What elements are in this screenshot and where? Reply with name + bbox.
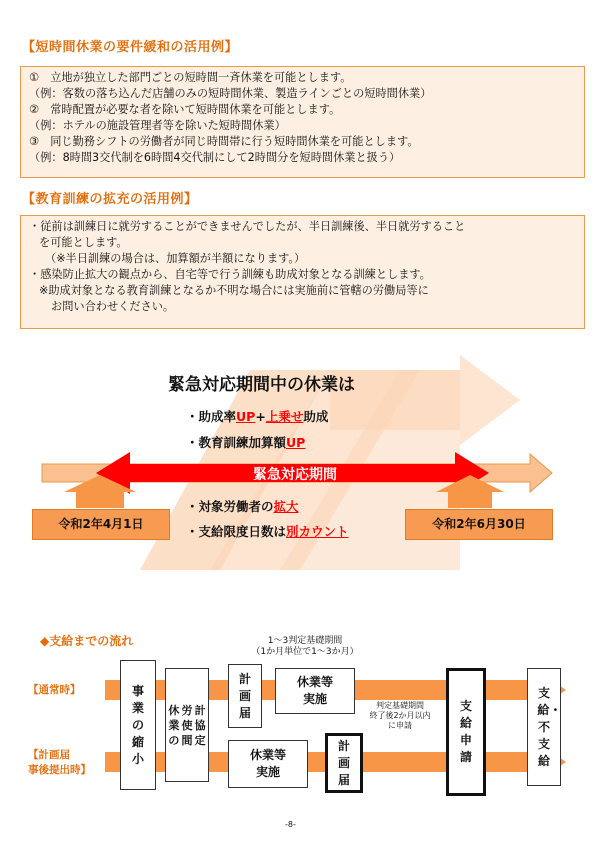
section2-line: お問い合わせください。 (51, 300, 175, 313)
start-date-box: 令和2年4月1日 (32, 509, 170, 540)
end-date-box: 令和2年6月30日 (405, 509, 553, 540)
bullet-subsidy-rate: ・助成率UP+上乗せ助成 (186, 409, 329, 424)
bullet-training-addition: ・教育訓練加算額UP (186, 435, 306, 450)
page-number: -8- (285, 820, 296, 829)
section2-title: 【教育訓練の拡充の活用例】 (22, 192, 198, 207)
section2-line: を可能とします。 (39, 236, 128, 249)
bullet-payment-limit: ・支給限度日数は別カウント (186, 524, 349, 539)
section1-box (20, 66, 585, 178)
period-note: 1～3判定基礎期間 （1か月単位で1～3か月） (251, 636, 359, 657)
box-plan-1: 計画届 (228, 664, 262, 728)
section2-line: （※半日訓練の場合は、加算額が半額になります。） (45, 252, 306, 265)
emergency-title: 緊急対応期間中の休業は (168, 375, 355, 395)
section1-line: ③ 同じ勤務シフトの労働者が同じ時間帯に行う短時間休業を可能とします。 (29, 135, 419, 148)
row-label-normal: 【通常時】 (28, 684, 81, 696)
section2-box (20, 215, 585, 329)
section2-line: ※助成対象となる教育訓練となるか不明な場合には実施前に管轄の労働局等に (39, 284, 429, 297)
box-labor-agreement: 休業の 労使間 計協定 (165, 668, 209, 782)
box-leave-2: 休業等実施 (228, 740, 308, 788)
section1-line: （例：ホテルの施設管理者等を除いた短時間休業） (29, 119, 286, 132)
section2-line: ・従前は訓練日に就労することができませんでしたが、半日訓練後、半日就労すること (29, 220, 466, 233)
row-label-late-plan: 【計画届 事後提出時】 (28, 749, 91, 776)
section1-line: ① 立地が独立した部門ごとの短時間一斉休業を可能とします。 (29, 71, 352, 84)
section1-line: （例：客数の落ち込んだ店舗のみの短時間休業、製造ラインごとの短時間休業） (29, 87, 432, 100)
box-business-reduction: 事業の縮小 (120, 660, 156, 790)
box-plan-2: 計画届 (325, 733, 363, 793)
emergency-period-label: 緊急対応期間 (253, 467, 337, 483)
box-leave-1: 休業等実施 (275, 668, 355, 714)
deadline-note: 判定基礎期間 終了後2か月以内 に申請 (369, 701, 431, 730)
section1-line: ② 常時配置が必要な者を除いて短時間休業を可能とします。 (29, 103, 341, 116)
flow-heading: ◆支給までの流れ (40, 634, 134, 648)
box-result: 支給・不支給 (527, 668, 561, 786)
section2-line: ・感染防止拡大の観点から、自宅等で行う訓練も助成対象となる訓練とします。 (29, 268, 431, 281)
bullet-target-workers: ・対象労働者の拡大 (186, 499, 299, 514)
box-application: 支給申請 (446, 668, 486, 796)
section1-title: 【短時間休業の要件緩和の活用例】 (22, 40, 239, 55)
section1-line: （例：8時間3交代制を6時間4交代制にして2時間分を短時間休業と扱う） (29, 151, 401, 164)
